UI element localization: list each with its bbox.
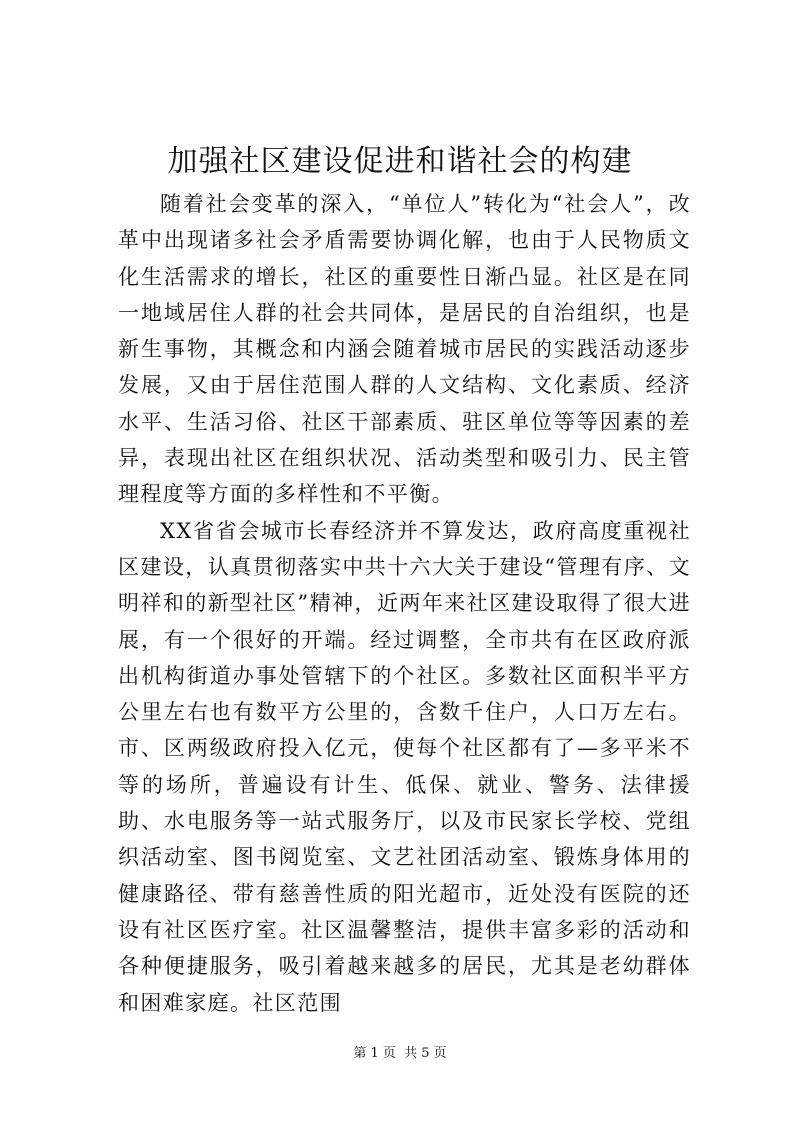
paragraph-2: XX省省会城市长春经济并不算发达，政府高度重视社区建设，认真贯彻落实中共十六大关于建设“管理有序、文明祥和的新型社区”精神，近两年来社区建设取得了很大进展，有一个很好的开端。经过调整，全市共有在区政府派出机构街道办事处管辖下的个社区。多数社区面积半平方公里左右也有数平方公里的，含数千住户，人口万左右。市、区两级政府投入亿元，使每个社区都有了—多平米不等的场所，普遍设有计生、低保、就业、警务、法律援助、水电服务等一站式服务厅，以及市民家长学校、党组织活动室、图书阅览室、文艺社团活动室、锻炼身体用的健康路径、带有慈善性质的阳光超市，近处没有医院的还设有社区医疗室。社区温馨整洁，提供丰富多彩的活动和各种便捷服务，吸引着越来越多的居民，尤其是老幼群体和困难家庭。社区范围 <box>118 518 691 1015</box>
document-title: 加强社区建设促进和谐社会的构建 <box>167 144 633 179</box>
page-footer <box>0 1045 800 1063</box>
page-number: 第 1 页 <box>353 1046 396 1061</box>
paragraph-1: 随着社会变革的深入，“单位人”转化为“社会人”，改革中出现诸多社会矛盾需要协调化解，也由于人民物质文化生活需求的增长，社区的重要性日渐凸显。社区是在同一地域居住人群的社会共同体，是居民的自治组织，也是新生事物，其概念和内涵会随着城市居民的实践活动逐步发展，又由于居住范围人群的人文结构、文化素质、经济水平、生活习俗、社区干部素质、驻区单位等等因素的差异，表现出社区在组织状况、活动类型和吸引力、民主管理程度等方面的多样性和不平衡。 <box>118 192 691 507</box>
document-body <box>118 186 691 1021</box>
total-pages: 共 5 页 <box>404 1046 447 1061</box>
